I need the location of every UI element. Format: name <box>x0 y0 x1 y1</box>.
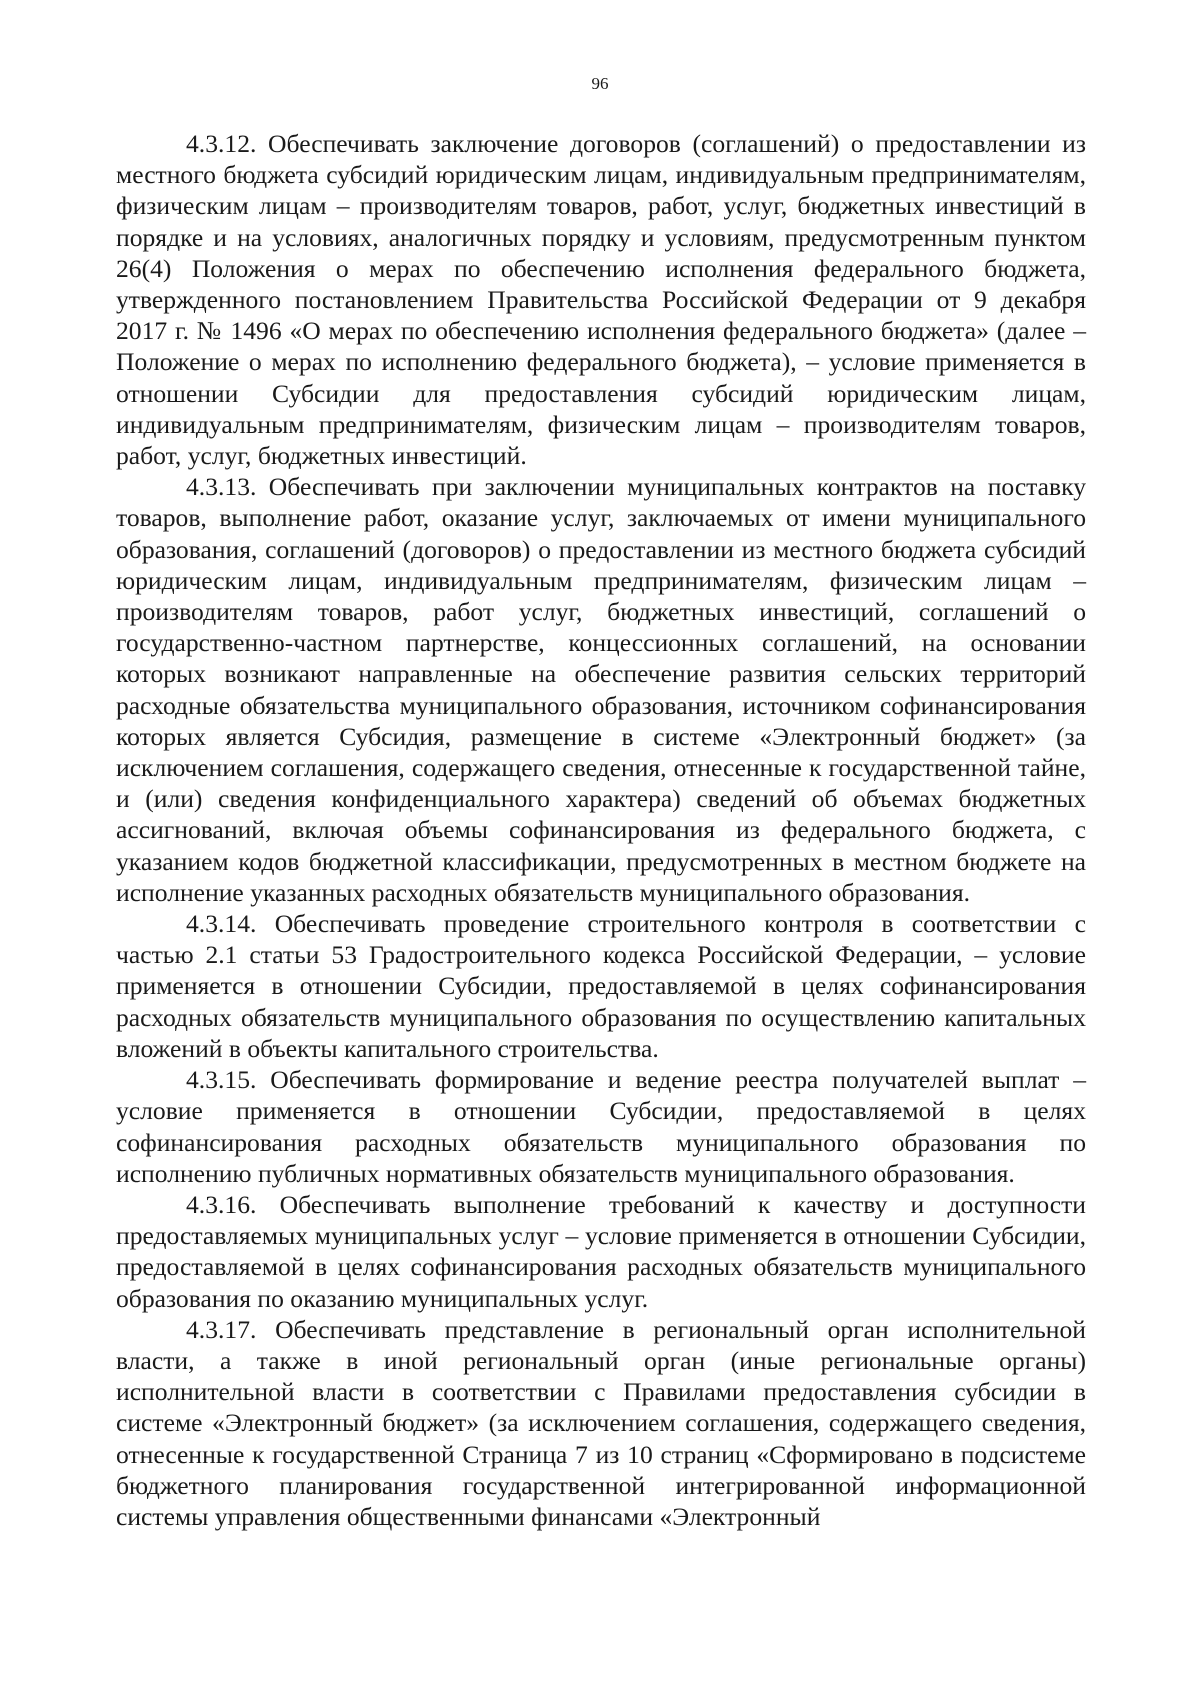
document-body <box>116 128 1086 1532</box>
paragraph-4-3-13: 4.3.13. Обеспечивать при заключении муниципальных контрактов на поставку товаров, выполнение работ, оказание услуг, заключаемых от имени муниципального образования, соглашений (договоров) о предоставлении из местного бюджета субсидий юридическим лицам, индивидуальным предпринимателям, физическим лицам – производителям товаров, работ услуг, бюджетных инвестиций, соглашений о государственно-частном партнерстве, концессионных соглашений, на основании которых возникают направленные на обеспечение развития сельских территорий расходные обязательства муниципального образования, источником софинансирования которых является Субсидия, размещение в системе «Электронный бюджет» (за исключением соглашения, содержащего сведения, отнесенные к государственной тайне, и (или) сведения конфиденциального характера) сведений об объемах бюджетных ассигнований, включая объемы софинансирования из федерального бюджета, с указанием кодов бюджетной классификации, предусмотренных в местном бюджете на исполнение указанных расходных обязательств муниципального образования. <box>116 472 1086 907</box>
paragraph-4-3-12: 4.3.12. Обеспечивать заключение договоров (соглашений) о предоставлении из местного бюджета субсидий юридическим лицам, индивидуальным предпринимателям, физическим лицам – производителям товаров, работ, услуг, бюджетных инвестиций в порядке и на условиях, аналогичных порядку и условиям, предусмотренным пунктом 26(4) Положения о мерах по обеспечению исполнения федерального бюджета, утвержденного постановлением Правительства Российской Федерации от 9 декабря 2017 г. № 1496 «О мерах по обеспечению исполнения федерального бюджета» (далее – Положение о мерах по исполнению федерального бюджета), – условие применяется в отношении Субсидии для предоставления субсидий юридическим лицам, индивидуальным предпринимателям, физическим лицам – производителям товаров, работ, услуг, бюджетных инвестиций. <box>116 129 1086 471</box>
paragraph-4-3-17: 4.3.17. Обеспечивать представление в региональный орган исполнительной власти, а также в иной региональный орган (иные региональные органы) исполнительной власти в соответствии с Правилами предоставления субсидии в системе «Электронный бюджет» (за исключением соглашения, содержащего сведения, отнесенные к государственной Страница 7 из 10 страниц «Сформировано в подсистеме бюджетного планирования государственной интегрированной информационной системы управления общественными финансами «Электронный <box>116 1314 1086 1531</box>
paragraph-4-3-15: 4.3.15. Обеспечивать формирование и ведение реестра получателей выплат – условие применяется в отношении Субсидии, предоставляемой в целях софинансирования расходных обязательств муниципального образования по исполнению публичных нормативных обязательств муниципального образования. <box>116 1065 1086 1188</box>
paragraph-4-3-16: 4.3.16. Обеспечивать выполнение требований к качеству и доступности предоставляемых муниципальных услуг – условие применяется в отношении Субсидии, предоставляемой в целях софинансирования расходных обязательств муниципального образования по оказанию муниципальных услуг. <box>116 1189 1086 1313</box>
page-number: 96 <box>591 74 609 93</box>
paragraph-4-3-14: 4.3.14. Обеспечивать проведение строительного контроля в соответствии с частью 2.1 статьи 53 Градостроительного кодекса Российской Федерации, – условие применяется в отношении Субсидии, предоставляемой в целях софинансирования расходных обязательств муниципального образования по осуществлению капитальных вложений в объекты капитального строительства. <box>116 909 1086 1063</box>
